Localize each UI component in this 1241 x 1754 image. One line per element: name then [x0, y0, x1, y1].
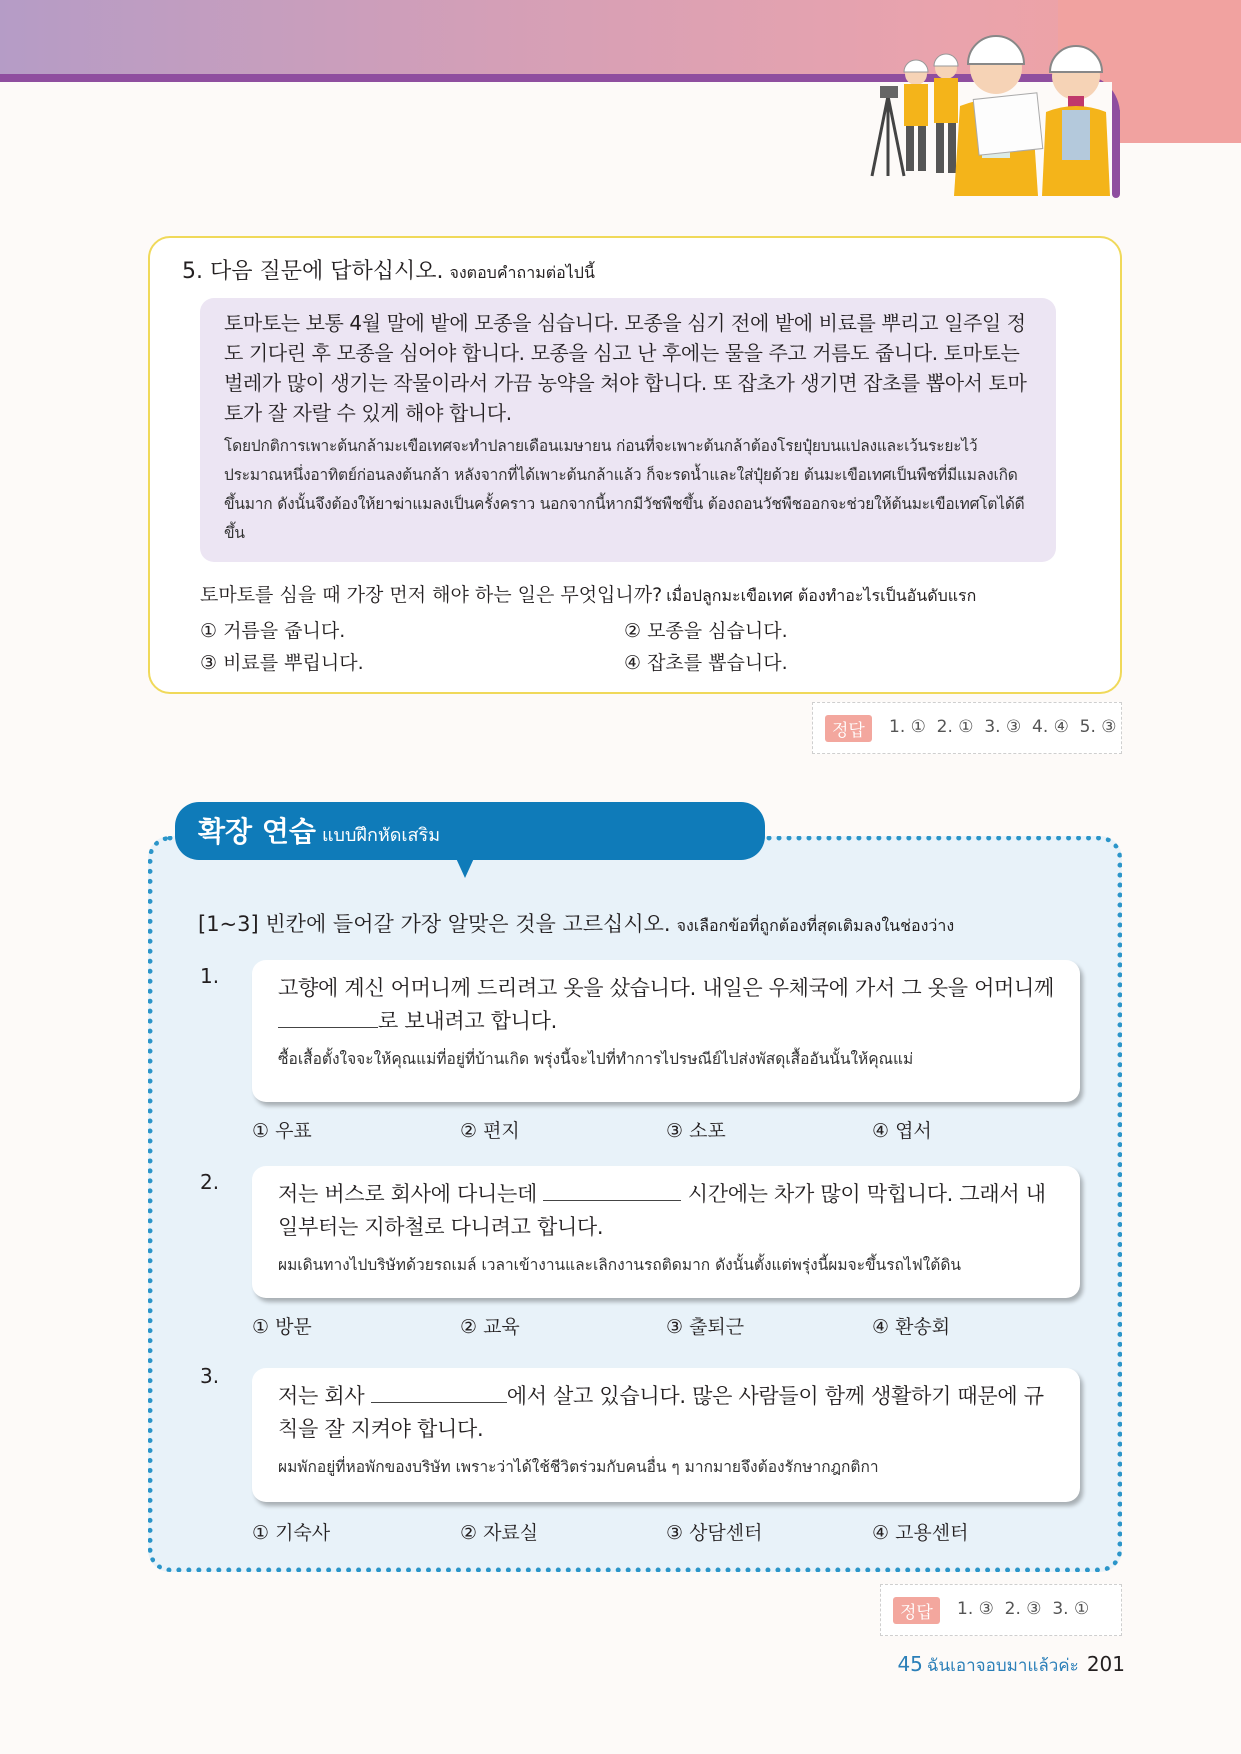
q1-option-3[interactable]: ③ 소포 [666, 1120, 726, 1142]
q3-option-4[interactable]: ④ 고용센터 [872, 1522, 969, 1544]
page-footer [897, 1652, 1125, 1679]
answer-text: 1. ③ 2. ③ 3. ① [957, 1599, 1090, 1619]
question-number: 2. [200, 1170, 220, 1194]
question-3-card [252, 1368, 1080, 1502]
q3-option-1[interactable]: ① 기숙사 [252, 1522, 331, 1544]
answer-blank[interactable] [543, 1180, 681, 1201]
question-3-text-before: 저는 회사 [278, 1384, 371, 1408]
q5-option-2[interactable]: ② 모종을 심습니다. [624, 620, 788, 642]
question-3-thai: ผมพักอยู่ที่หอพักของบริษัท เพราะว่าได้ใช้ชีวิตร่วมกับคนอื่น ๆ มากมายจึงต้องรักษากฎกติกา [278, 1458, 879, 1476]
q2-option-2[interactable]: ② 교육 [460, 1316, 520, 1338]
instruction-ko: [1~3] 빈칸에 들어갈 가장 알맞은 것을 고르십시오. [198, 912, 671, 936]
q1-option-1[interactable]: ① 우표 [252, 1120, 312, 1142]
q5-option-1[interactable]: ① 거름을 줍니다. [200, 620, 346, 642]
question-1-text-after: 로 보내려고 합니다. [378, 1009, 558, 1033]
answer-key-1 [812, 702, 1122, 754]
extension-practice-title [198, 810, 440, 850]
question-2-text-after: 시간에는 차가 많이 막힙니다. 그래서 내일부터는 지하철로 다니려고 합니다. [278, 1182, 1046, 1239]
question-5-title [182, 254, 595, 286]
answer-key-2 [880, 1584, 1122, 1636]
question-5-box [148, 236, 1122, 694]
q2-option-3[interactable]: ③ 출퇴근 [666, 1316, 745, 1338]
answer-tag: 정답 [825, 715, 872, 742]
q1-option-2[interactable]: ② 편지 [460, 1120, 520, 1142]
question-5-title-ko: 5. 다음 질문에 답하십시오. [182, 259, 444, 284]
question-2-text [278, 1178, 1054, 1244]
reading-passage [200, 298, 1056, 562]
question-2-text-before: 저는 버스로 회사에 다니는데 [278, 1182, 544, 1206]
question-5-title-th: จงตอบคำถามต่อไปนี้ [449, 263, 595, 282]
question-5-prompt-th: เมื่อปลูกมะเขือเทศ ต้องทำอะไรเป็นอันดับแรก [666, 586, 977, 605]
question-3-text [278, 1380, 1054, 1446]
extension-title-th: แบบฝึกหัดเสริม [321, 825, 441, 846]
q2-option-1[interactable]: ① 방문 [252, 1316, 312, 1338]
q5-option-4[interactable]: ④ 잡초를 뽑습니다. [624, 652, 788, 674]
extension-instruction [198, 908, 954, 939]
question-1-text-before: 고향에 계신 어머니께 드리려고 옷을 샀습니다. 내일은 우체국에 가서 그 옷을 어머니께 [278, 976, 1055, 1000]
lesson-number: 45 [897, 1652, 923, 1676]
tab-pointer [455, 856, 475, 878]
question-2-thai: ผมเดินทางไปบริษัทด้วยรถเมล์ เวลาเข้างานและเลิกงานรถติดมาก ดังนั้นตั้งแต่พรุ่งนี้ผมจะขึ้นรถไฟใต้ดิน [278, 1256, 961, 1274]
q3-option-3[interactable]: ③ 상담센터 [666, 1522, 763, 1544]
question-1-card [252, 960, 1080, 1102]
passage-korean: 토마토는 보통 4월 말에 밭에 모종을 심습니다. 모종을 심기 전에 밭에 비료를 뿌리고 일주일 정도 기다린 후 모종을 심어야 합니다. 모종을 심고 난 후에는 물을 주고 거름도 줍니다. 토마토는 벌레가 많이 생기는 작물이라서 가끔 농약을 쳐야 합니다. 또 잡초가 생기면 잡초를 뽑아서 토마토가 잘 자랄 수 있게 해야 합니다. [224, 311, 1027, 425]
answer-blank[interactable] [371, 1382, 507, 1403]
answer-text: 1. ① 2. ① 3. ③ 4. ④ 5. ③ [889, 717, 1117, 737]
question-5-prompt-ko: 토마토를 심을 때 가장 먼저 해야 하는 일은 무엇입니까? [200, 584, 663, 606]
workers-illustration [866, 26, 1116, 196]
answer-tag: 정답 [893, 1597, 940, 1624]
question-3-text-after: 에서 살고 있습니다. 많은 사람들이 함께 생활하기 때문에 규칙을 잘 지켜야 합니다. [278, 1384, 1044, 1441]
q3-option-2[interactable]: ② 자료실 [460, 1522, 539, 1544]
question-number: 1. [200, 964, 220, 988]
q5-option-3[interactable]: ③ 비료를 뿌립니다. [200, 652, 364, 674]
q2-option-4[interactable]: ④ 환송회 [872, 1316, 951, 1338]
extension-title-ko: 확장 연습 [198, 815, 316, 848]
question-5-prompt [200, 580, 976, 609]
q1-option-4[interactable]: ④ 엽서 [872, 1120, 932, 1142]
question-number: 3. [200, 1364, 220, 1388]
page-number: 201 [1086, 1652, 1125, 1676]
question-1-thai: ซื้อเสื้อตั้งใจจะให้คุณแม่ที่อยู่ที่บ้านเกิด พรุ่งนี้จะไปที่ทำการไปรษณีย์ไปส่งพัสดุเสื้ออันนั้นให้คุณแม่ [278, 1050, 914, 1068]
instruction-th: จงเลือกข้อที่ถูกต้องที่สุดเติมลงในช่องว่าง [676, 916, 955, 935]
passage-thai: โดยปกติการเพาะต้นกล้ามะเขือเทศจะทำปลายเดือนเมษายน ก่อนที่จะเพาะต้นกล้าต้องโรยปุ๋ยบนแปลงและเว้นระยะไว้ประมาณหนึ่งอาทิตย์ก่อนลงต้นกล้า หลังจากที่ได้เพาะต้นกล้าแล้ว ก็จะรดน้ำและใส่ปุ๋ยด้วย ต้นมะเขือเทศเป็นพืชที่มีแมลงเกิดขึ้นมาก ดังนั้นจึงต้องให้ยาฆ่าแมลงเป็นครั้งคราว นอกจากนี้หากมีวัชพืชขึ้น ต้องถอนวัชพืชออกจะช่วยให้ต้นมะเขือเทศโตได้ดีขึ้น [224, 437, 1025, 542]
question-2-card [252, 1166, 1080, 1298]
question-1-text [278, 972, 1054, 1038]
answer-blank[interactable] [278, 1007, 378, 1028]
lesson-title: ฉันเอาจอบมาแล้วค่ะ [926, 1656, 1079, 1676]
